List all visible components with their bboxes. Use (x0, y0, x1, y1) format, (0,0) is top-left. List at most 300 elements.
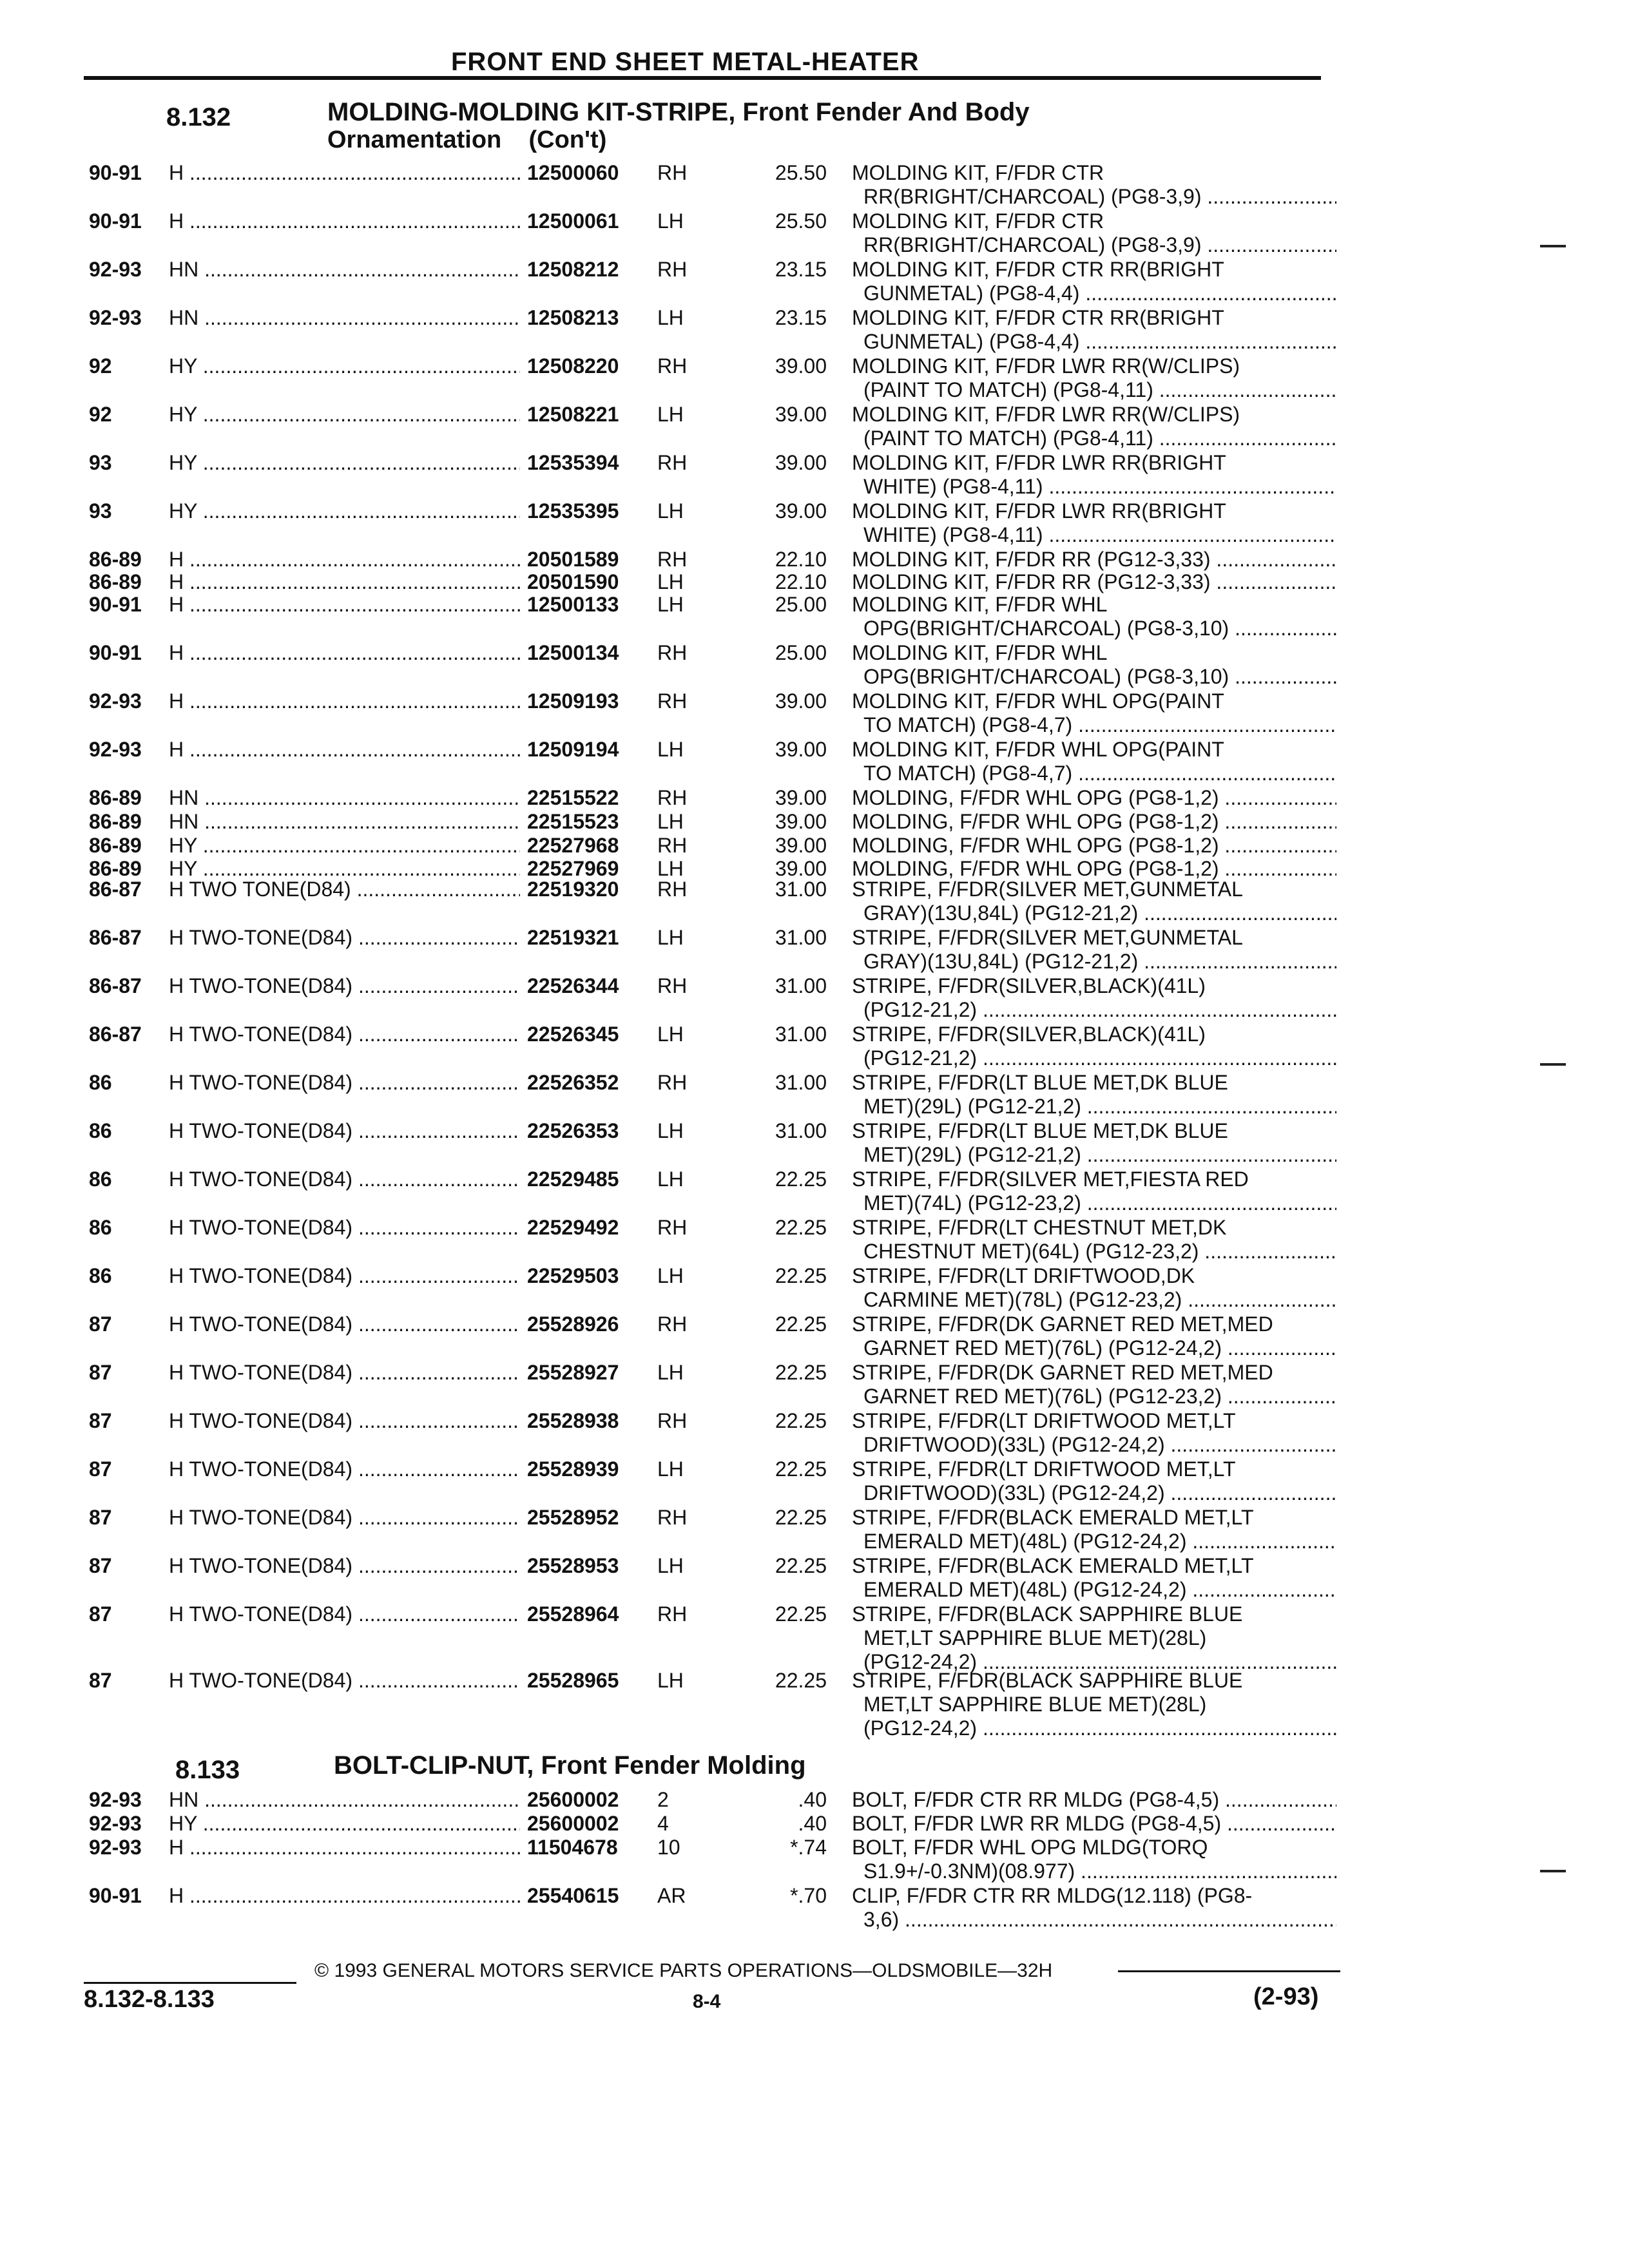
model-code: HY ..... (169, 354, 520, 378)
part-description (852, 354, 1336, 402)
description-line: MOLDING KIT, F/FDR WHL (852, 641, 1108, 664)
section-number-8-133: 8.133 (175, 1756, 240, 1784)
price: 23.15 (775, 306, 827, 329)
description-line: STRIPE, F/FDR(DK GARNET RED MET,MED (852, 1312, 1273, 1336)
price: 22.25 (775, 1168, 827, 1191)
quantity-side: RH (657, 1071, 688, 1094)
part-description (852, 258, 1336, 305)
edge-mark (1540, 1870, 1566, 1872)
quantity-side: LH (657, 738, 684, 761)
model-year: 86-87 (89, 926, 142, 949)
model-code: H ..... (169, 161, 520, 185)
price: 22.25 (775, 1602, 827, 1626)
price: 39.00 (775, 451, 827, 474)
description-line: STRIPE, F/FDR(SILVER MET,FIESTA RED (852, 1168, 1249, 1191)
description-line: OPG(BRIGHT/CHARCOAL) (PG8-3,10) ..... (852, 665, 1336, 689)
model-year: 90-91 (89, 593, 142, 616)
part-number: 12509193 (527, 689, 619, 713)
part-number: 22515523 (527, 810, 619, 833)
part-number: 12508221 (527, 403, 619, 426)
part-number: 12508220 (527, 354, 619, 378)
part-description (852, 1812, 1336, 1836)
price: 22.25 (775, 1409, 827, 1432)
part-number: 25528953 (527, 1554, 619, 1577)
part-number: 12500133 (527, 593, 619, 616)
part-description (852, 1409, 1336, 1457)
price: 39.00 (775, 738, 827, 761)
quantity-side: 4 (657, 1812, 669, 1835)
part-number: 12535394 (527, 451, 619, 474)
model-year: 92-93 (89, 738, 142, 761)
model-code: H TWO-TONE(D84) ..... (169, 1168, 520, 1191)
model-year: 87 (89, 1312, 112, 1336)
part-number: 12500134 (527, 641, 619, 664)
description-line: MOLDING KIT, F/FDR LWR RR(BRIGHT (852, 451, 1226, 474)
price: 39.00 (775, 499, 827, 523)
part-description (852, 641, 1336, 689)
quantity-side: LH (657, 926, 684, 949)
part-number: 22526352 (527, 1071, 619, 1094)
part-description (852, 926, 1336, 974)
description-line: GARNET RED MET)(76L) (PG12-24,2) ..... (852, 1336, 1336, 1360)
model-code: H ..... (169, 1836, 520, 1860)
description-line: S1.9+/-0.3NM)(08.977) ..... (852, 1860, 1336, 1883)
part-description (852, 1554, 1336, 1602)
part-description (852, 810, 1336, 834)
price: 22.25 (775, 1216, 827, 1239)
price: 39.00 (775, 786, 827, 809)
description-line: WHITE) (PG8-4,11) ..... (852, 475, 1336, 499)
model-code: H TWO-TONE(D84) ..... (169, 1506, 520, 1530)
description-line: STRIPE, F/FDR(SILVER,BLACK)(41L) (852, 974, 1206, 997)
part-description (852, 451, 1336, 499)
description-line: MOLDING KIT, F/FDR LWR RR(W/CLIPS) (852, 403, 1240, 426)
footer-rule-right (1118, 1970, 1340, 1972)
part-number: 22529503 (527, 1264, 619, 1287)
model-year: 92-93 (89, 1788, 142, 1811)
price: .40 (798, 1788, 827, 1811)
description-line: OPG(BRIGHT/CHARCOAL) (PG8-3,10) ..... (852, 617, 1336, 640)
description-line: MET,LT SAPPHIRE BLUE MET)(28L) (863, 1626, 1207, 1649)
part-description (852, 1023, 1336, 1070)
part-description (852, 161, 1336, 209)
description-line: MOLDING KIT, F/FDR WHL (852, 593, 1108, 616)
price: 39.00 (775, 857, 827, 880)
quantity-side: RH (657, 1506, 688, 1529)
description-line: MOLDING KIT, F/FDR CTR (852, 161, 1104, 184)
description-line: RR(BRIGHT/CHARCOAL) (PG8-3,9) ..... (852, 233, 1336, 257)
description-line: MET)(74L) (PG12-23,2) ..... (852, 1191, 1336, 1215)
part-description (852, 548, 1336, 572)
description-line: DRIFTWOOD)(33L) (PG12-24,2) ..... (852, 1481, 1336, 1505)
description-line: WHITE) (PG8-4,11) ..... (852, 523, 1336, 547)
price: 25.00 (775, 641, 827, 664)
part-description (852, 1884, 1336, 1932)
quantity-side: LH (657, 1264, 684, 1287)
part-description (852, 738, 1336, 785)
quantity-side: LH (657, 1168, 684, 1191)
quantity-side: RH (657, 354, 688, 378)
description-line: MOLDING KIT, F/FDR WHL OPG(PAINT (852, 738, 1224, 761)
part-number: 22529492 (527, 1216, 619, 1239)
quantity-side: RH (657, 548, 688, 571)
section-title-8-132: MOLDING-MOLDING KIT-STRIPE, Front Fender And Body (327, 98, 1030, 126)
model-code: H TWO-TONE(D84) ..... (169, 1216, 520, 1240)
description-line: GRAY)(13U,84L) (PG12-21,2) ..... (852, 950, 1336, 974)
quantity-side: AR (657, 1884, 686, 1907)
model-year: 87 (89, 1554, 112, 1577)
part-description (852, 974, 1336, 1022)
description-line: (PG12-21,2) ..... (852, 1046, 1336, 1070)
price: 31.00 (775, 1119, 827, 1142)
description-line: STRIPE, F/FDR(BLACK EMERALD MET,LT (852, 1506, 1254, 1529)
part-description (852, 1669, 1336, 1740)
part-description (852, 1168, 1336, 1215)
part-description (852, 403, 1336, 450)
part-description (852, 1216, 1336, 1264)
model-code: H TWO-TONE(D84) ..... (169, 1669, 520, 1693)
price: *.74 (790, 1836, 827, 1859)
description-line: CHESTNUT MET)(64L) (PG12-23,2) ..... (852, 1240, 1336, 1264)
description-line: DRIFTWOOD)(33L) (PG12-24,2) ..... (852, 1433, 1336, 1457)
model-code: H TWO-TONE(D84) ..... (169, 1119, 520, 1143)
quantity-side: LH (657, 1457, 684, 1481)
model-year: 86 (89, 1168, 112, 1191)
quantity-side: LH (657, 209, 684, 233)
model-year: 92-93 (89, 1836, 142, 1859)
model-year: 90-91 (89, 1884, 142, 1907)
part-number: 12500060 (527, 161, 619, 184)
part-number: 22515522 (527, 786, 619, 809)
model-year: 86-89 (89, 786, 142, 809)
quantity-side: LH (657, 1361, 684, 1384)
description-line: STRIPE, F/FDR(LT CHESTNUT MET,DK (852, 1216, 1227, 1239)
model-code: H ..... (169, 641, 520, 665)
model-year: 90-91 (89, 641, 142, 664)
part-number: 22526345 (527, 1023, 619, 1046)
price: 22.10 (775, 548, 827, 571)
description-line: MET)(29L) (PG12-21,2) ..... (852, 1095, 1336, 1119)
price: 39.00 (775, 834, 827, 857)
part-description (852, 786, 1336, 810)
price: 39.00 (775, 354, 827, 378)
quantity-side: RH (657, 451, 688, 474)
quantity-side: RH (657, 878, 688, 901)
model-year: 92-93 (89, 306, 142, 329)
part-description (852, 834, 1336, 858)
part-number: 12508213 (527, 306, 619, 329)
part-description (852, 1264, 1336, 1312)
description-line: (PG12-24,2) ..... (852, 1716, 1336, 1740)
price: 31.00 (775, 1023, 827, 1046)
description-line: GARNET RED MET)(76L) (PG12-23,2) ..... (852, 1385, 1336, 1408)
description-line: STRIPE, F/FDR(BLACK SAPPHIRE BLUE (852, 1602, 1243, 1626)
footer-page-number: 8-4 (693, 1991, 721, 2012)
model-year: 87 (89, 1506, 112, 1529)
model-year: 86-89 (89, 810, 142, 833)
price: 39.00 (775, 403, 827, 426)
model-code: HY ..... (169, 451, 520, 475)
part-description (852, 1506, 1336, 1553)
description-line: STRIPE, F/FDR(LT DRIFTWOOD,DK (852, 1264, 1195, 1287)
footer-rule-left (84, 1982, 296, 1984)
model-code: H TWO-TONE(D84) ..... (169, 1361, 520, 1385)
quantity-side: RH (657, 641, 688, 664)
part-number: 25528938 (527, 1409, 619, 1432)
model-code: HY ..... (169, 857, 520, 881)
model-code: HN ..... (169, 810, 520, 834)
description-line: EMERALD MET)(48L) (PG12-24,2) ..... (852, 1578, 1336, 1602)
part-number: 25600002 (527, 1788, 619, 1811)
model-year: 86-87 (89, 1023, 142, 1046)
description-line: (PG12-21,2) ..... (852, 998, 1336, 1022)
part-description (852, 1836, 1336, 1883)
model-code: HY ..... (169, 834, 520, 858)
quantity-side: RH (657, 689, 688, 713)
section-subtitle-8-132: Ornamentation (Con't) (327, 126, 607, 153)
description-line: STRIPE, F/FDR(SILVER,BLACK)(41L) (852, 1023, 1206, 1046)
quantity-side: LH (657, 499, 684, 523)
price: 22.25 (775, 1669, 827, 1692)
quantity-side: RH (657, 834, 688, 857)
price: 31.00 (775, 878, 827, 901)
description-line: MOLDING KIT, F/FDR CTR RR(BRIGHT (852, 306, 1224, 329)
description-line: GUNMETAL) (PG8-4,4) ..... (852, 282, 1336, 305)
price: 23.15 (775, 258, 827, 281)
price: 22.25 (775, 1554, 827, 1577)
quantity-side: 2 (657, 1788, 669, 1811)
description-line: MOLDING KIT, F/FDR CTR (852, 209, 1104, 233)
description-line: BOLT, F/FDR LWR RR MLDG (PG8-4,5) ..... (852, 1812, 1336, 1836)
price: 31.00 (775, 1071, 827, 1094)
model-year: 90-91 (89, 209, 142, 233)
description-line: CLIP, F/FDR CTR RR MLDG(12.118) (PG8- (852, 1884, 1253, 1907)
description-line: MET)(29L) (PG12-21,2) ..... (852, 1143, 1336, 1167)
part-number: 20501589 (527, 548, 619, 571)
model-year: 86-87 (89, 974, 142, 997)
description-line: STRIPE, F/FDR(SILVER MET,GUNMETAL (852, 926, 1243, 949)
price: *.70 (790, 1884, 827, 1907)
model-year: 90-91 (89, 161, 142, 184)
quantity-side: LH (657, 1554, 684, 1577)
price: 22.25 (775, 1457, 827, 1481)
quantity-side: LH (657, 857, 684, 880)
model-code: H ..... (169, 209, 520, 233)
section-title-8-133: BOLT-CLIP-NUT, Front Fender Molding (334, 1751, 806, 1780)
description-line: MOLDING KIT, F/FDR WHL OPG(PAINT (852, 689, 1224, 713)
part-description (852, 878, 1336, 925)
model-year: 86 (89, 1264, 112, 1287)
part-number: 25528927 (527, 1361, 619, 1384)
model-year: 86 (89, 1216, 112, 1239)
quantity-side: LH (657, 1119, 684, 1142)
quantity-side: RH (657, 1602, 688, 1626)
price: 22.25 (775, 1506, 827, 1529)
quantity-side: LH (657, 810, 684, 833)
model-year: 86-87 (89, 878, 142, 901)
description-line: MOLDING KIT, F/FDR LWR RR(W/CLIPS) (852, 354, 1240, 378)
model-code: H TWO-TONE(D84) ..... (169, 1554, 520, 1578)
quantity-side: RH (657, 258, 688, 281)
model-year: 92-93 (89, 689, 142, 713)
description-line: STRIPE, F/FDR(BLACK EMERALD MET,LT (852, 1554, 1254, 1577)
description-line: MOLDING KIT, F/FDR RR (PG12-3,33) ..... (852, 548, 1336, 572)
model-code: H TWO-TONE(D84) ..... (169, 1264, 520, 1288)
part-description (852, 499, 1336, 547)
model-code: H TWO-TONE(D84) ..... (169, 926, 520, 950)
price: 22.25 (775, 1361, 827, 1384)
description-line: STRIPE, F/FDR(BLACK SAPPHIRE BLUE (852, 1669, 1243, 1692)
part-description (852, 1119, 1336, 1167)
price: 25.00 (775, 593, 827, 616)
quantity-side: LH (657, 570, 684, 593)
model-code: H TWO-TONE(D84) ..... (169, 1023, 520, 1046)
description-line: MOLDING, F/FDR WHL OPG (PG8-1,2) ..... (852, 786, 1336, 810)
description-line: GRAY)(13U,84L) (PG12-21,2) ..... (852, 901, 1336, 925)
description-line: BOLT, F/FDR CTR RR MLDG (PG8-4,5) ..... (852, 1788, 1336, 1812)
part-number: 22526353 (527, 1119, 619, 1142)
part-description (852, 593, 1336, 640)
part-number: 22527969 (527, 857, 619, 880)
part-number: 25540615 (527, 1884, 619, 1907)
model-code: HN ..... (169, 258, 520, 282)
quantity-side: 10 (657, 1836, 680, 1859)
model-year: 86-89 (89, 834, 142, 857)
model-code: H ..... (169, 593, 520, 617)
price: 25.50 (775, 209, 827, 233)
description-line: STRIPE, F/FDR(LT DRIFTWOOD MET,LT (852, 1409, 1236, 1432)
part-number: 20501590 (527, 570, 619, 593)
part-description (852, 306, 1336, 354)
part-description (852, 1788, 1336, 1812)
part-description (852, 1602, 1336, 1674)
model-code: HY ..... (169, 403, 520, 427)
quantity-side: RH (657, 974, 688, 997)
model-code: H TWO-TONE(D84) ..... (169, 1071, 520, 1095)
footer-section-range: 8.132-8.133 (84, 1986, 215, 2013)
price: 39.00 (775, 689, 827, 713)
quantity-side: RH (657, 161, 688, 184)
model-code: HY ..... (169, 1812, 520, 1836)
part-number: 12509194 (527, 738, 619, 761)
part-description (852, 1361, 1336, 1408)
part-number: 25528965 (527, 1669, 619, 1692)
price: 31.00 (775, 926, 827, 949)
part-number: 22527968 (527, 834, 619, 857)
description-line: RR(BRIGHT/CHARCOAL) (PG8-3,9) ..... (852, 185, 1336, 209)
section-number-8-132: 8.132 (166, 103, 231, 131)
model-code: H ..... (169, 570, 520, 594)
description-line: (PAINT TO MATCH) (PG8-4,11) ..... (852, 427, 1336, 450)
model-year: 92-93 (89, 258, 142, 281)
description-line: TO MATCH) (PG8-4,7) ..... (852, 762, 1336, 785)
model-year: 86 (89, 1071, 112, 1094)
quantity-side: RH (657, 1409, 688, 1432)
description-line: TO MATCH) (PG8-4,7) ..... (852, 713, 1336, 737)
description-line: STRIPE, F/FDR(LT BLUE MET,DK BLUE (852, 1119, 1228, 1142)
description-line: 3,6) ..... (852, 1908, 1336, 1932)
part-number: 11504678 (527, 1836, 618, 1859)
model-year: 86-89 (89, 857, 142, 880)
price: 31.00 (775, 974, 827, 997)
quantity-side: LH (657, 1023, 684, 1046)
model-code: H TWO-TONE(D84) ..... (169, 1312, 520, 1336)
part-number: 25528939 (527, 1457, 619, 1481)
edge-mark (1540, 1063, 1566, 1066)
model-code: HY ..... (169, 499, 520, 523)
model-year: 92-93 (89, 1812, 142, 1835)
quantity-side: RH (657, 786, 688, 809)
quantity-side: LH (657, 403, 684, 426)
quantity-side: RH (657, 1216, 688, 1239)
model-code: H TWO TONE(D84) ..... (169, 878, 520, 901)
model-code: HN ..... (169, 306, 520, 330)
model-code: H TWO-TONE(D84) ..... (169, 1602, 520, 1626)
part-number: 25528926 (527, 1312, 619, 1336)
model-code: H TWO-TONE(D84) ..... (169, 1457, 520, 1481)
description-line: MET,LT SAPPHIRE BLUE MET)(28L) (863, 1693, 1207, 1716)
description-line: BOLT, F/FDR WHL OPG MLDG(TORQ (852, 1836, 1208, 1859)
description-line: MOLDING KIT, F/FDR CTR RR(BRIGHT (852, 258, 1224, 281)
header-rule (84, 76, 1321, 80)
model-year: 93 (89, 499, 112, 523)
model-year: 92 (89, 403, 112, 426)
description-line: STRIPE, F/FDR(LT DRIFTWOOD MET,LT (852, 1457, 1236, 1481)
part-number: 25528964 (527, 1602, 619, 1626)
quantity-side: LH (657, 1669, 684, 1692)
description-line: EMERALD MET)(48L) (PG12-24,2) ..... (852, 1530, 1336, 1553)
model-year: 87 (89, 1457, 112, 1481)
description-line: STRIPE, F/FDR(LT BLUE MET,DK BLUE (852, 1071, 1228, 1094)
part-number: 22526344 (527, 974, 619, 997)
part-number: 22529485 (527, 1168, 619, 1191)
price: 25.50 (775, 161, 827, 184)
model-code: HN ..... (169, 786, 520, 810)
part-number: 12535395 (527, 499, 619, 523)
part-number: 25600002 (527, 1812, 619, 1835)
description-line: MOLDING, F/FDR WHL OPG (PG8-1,2) ..... (852, 857, 1336, 881)
model-year: 87 (89, 1361, 112, 1384)
model-code: H ..... (169, 689, 520, 713)
edge-mark (1540, 245, 1566, 247)
description-line: MOLDING, F/FDR WHL OPG (PG8-1,2) ..... (852, 810, 1336, 834)
part-description (852, 1312, 1336, 1360)
price: 22.10 (775, 570, 827, 593)
part-number: 22519320 (527, 878, 619, 901)
model-code: H ..... (169, 1884, 520, 1908)
price: 22.25 (775, 1264, 827, 1287)
model-year: 87 (89, 1602, 112, 1626)
quantity-side: LH (657, 593, 684, 616)
model-year: 86-89 (89, 548, 142, 571)
model-year: 86-89 (89, 570, 142, 593)
footer-copyright: © 1993 GENERAL MOTORS SERVICE PARTS OPERATIONS—OLDSMOBILE—32H (314, 1960, 1053, 1981)
part-description (852, 1071, 1336, 1119)
model-code: HN ..... (169, 1788, 520, 1812)
model-code: H TWO-TONE(D84) ..... (169, 1409, 520, 1433)
part-number: 22519321 (527, 926, 619, 949)
description-line: GUNMETAL) (PG8-4,4) ..... (852, 330, 1336, 354)
part-description (852, 209, 1336, 257)
part-number: 12500061 (527, 209, 619, 233)
quantity-side: LH (657, 306, 684, 329)
description-line: CARMINE MET)(78L) (PG12-23,2) ..... (852, 1288, 1336, 1312)
quantity-side: RH (657, 1312, 688, 1336)
model-code: H ..... (169, 738, 520, 762)
model-code: H TWO-TONE(D84) ..... (169, 974, 520, 998)
description-line: MOLDING KIT, F/FDR LWR RR(BRIGHT (852, 499, 1226, 523)
description-line: (PAINT TO MATCH) (PG8-4,11) ..... (852, 378, 1336, 402)
